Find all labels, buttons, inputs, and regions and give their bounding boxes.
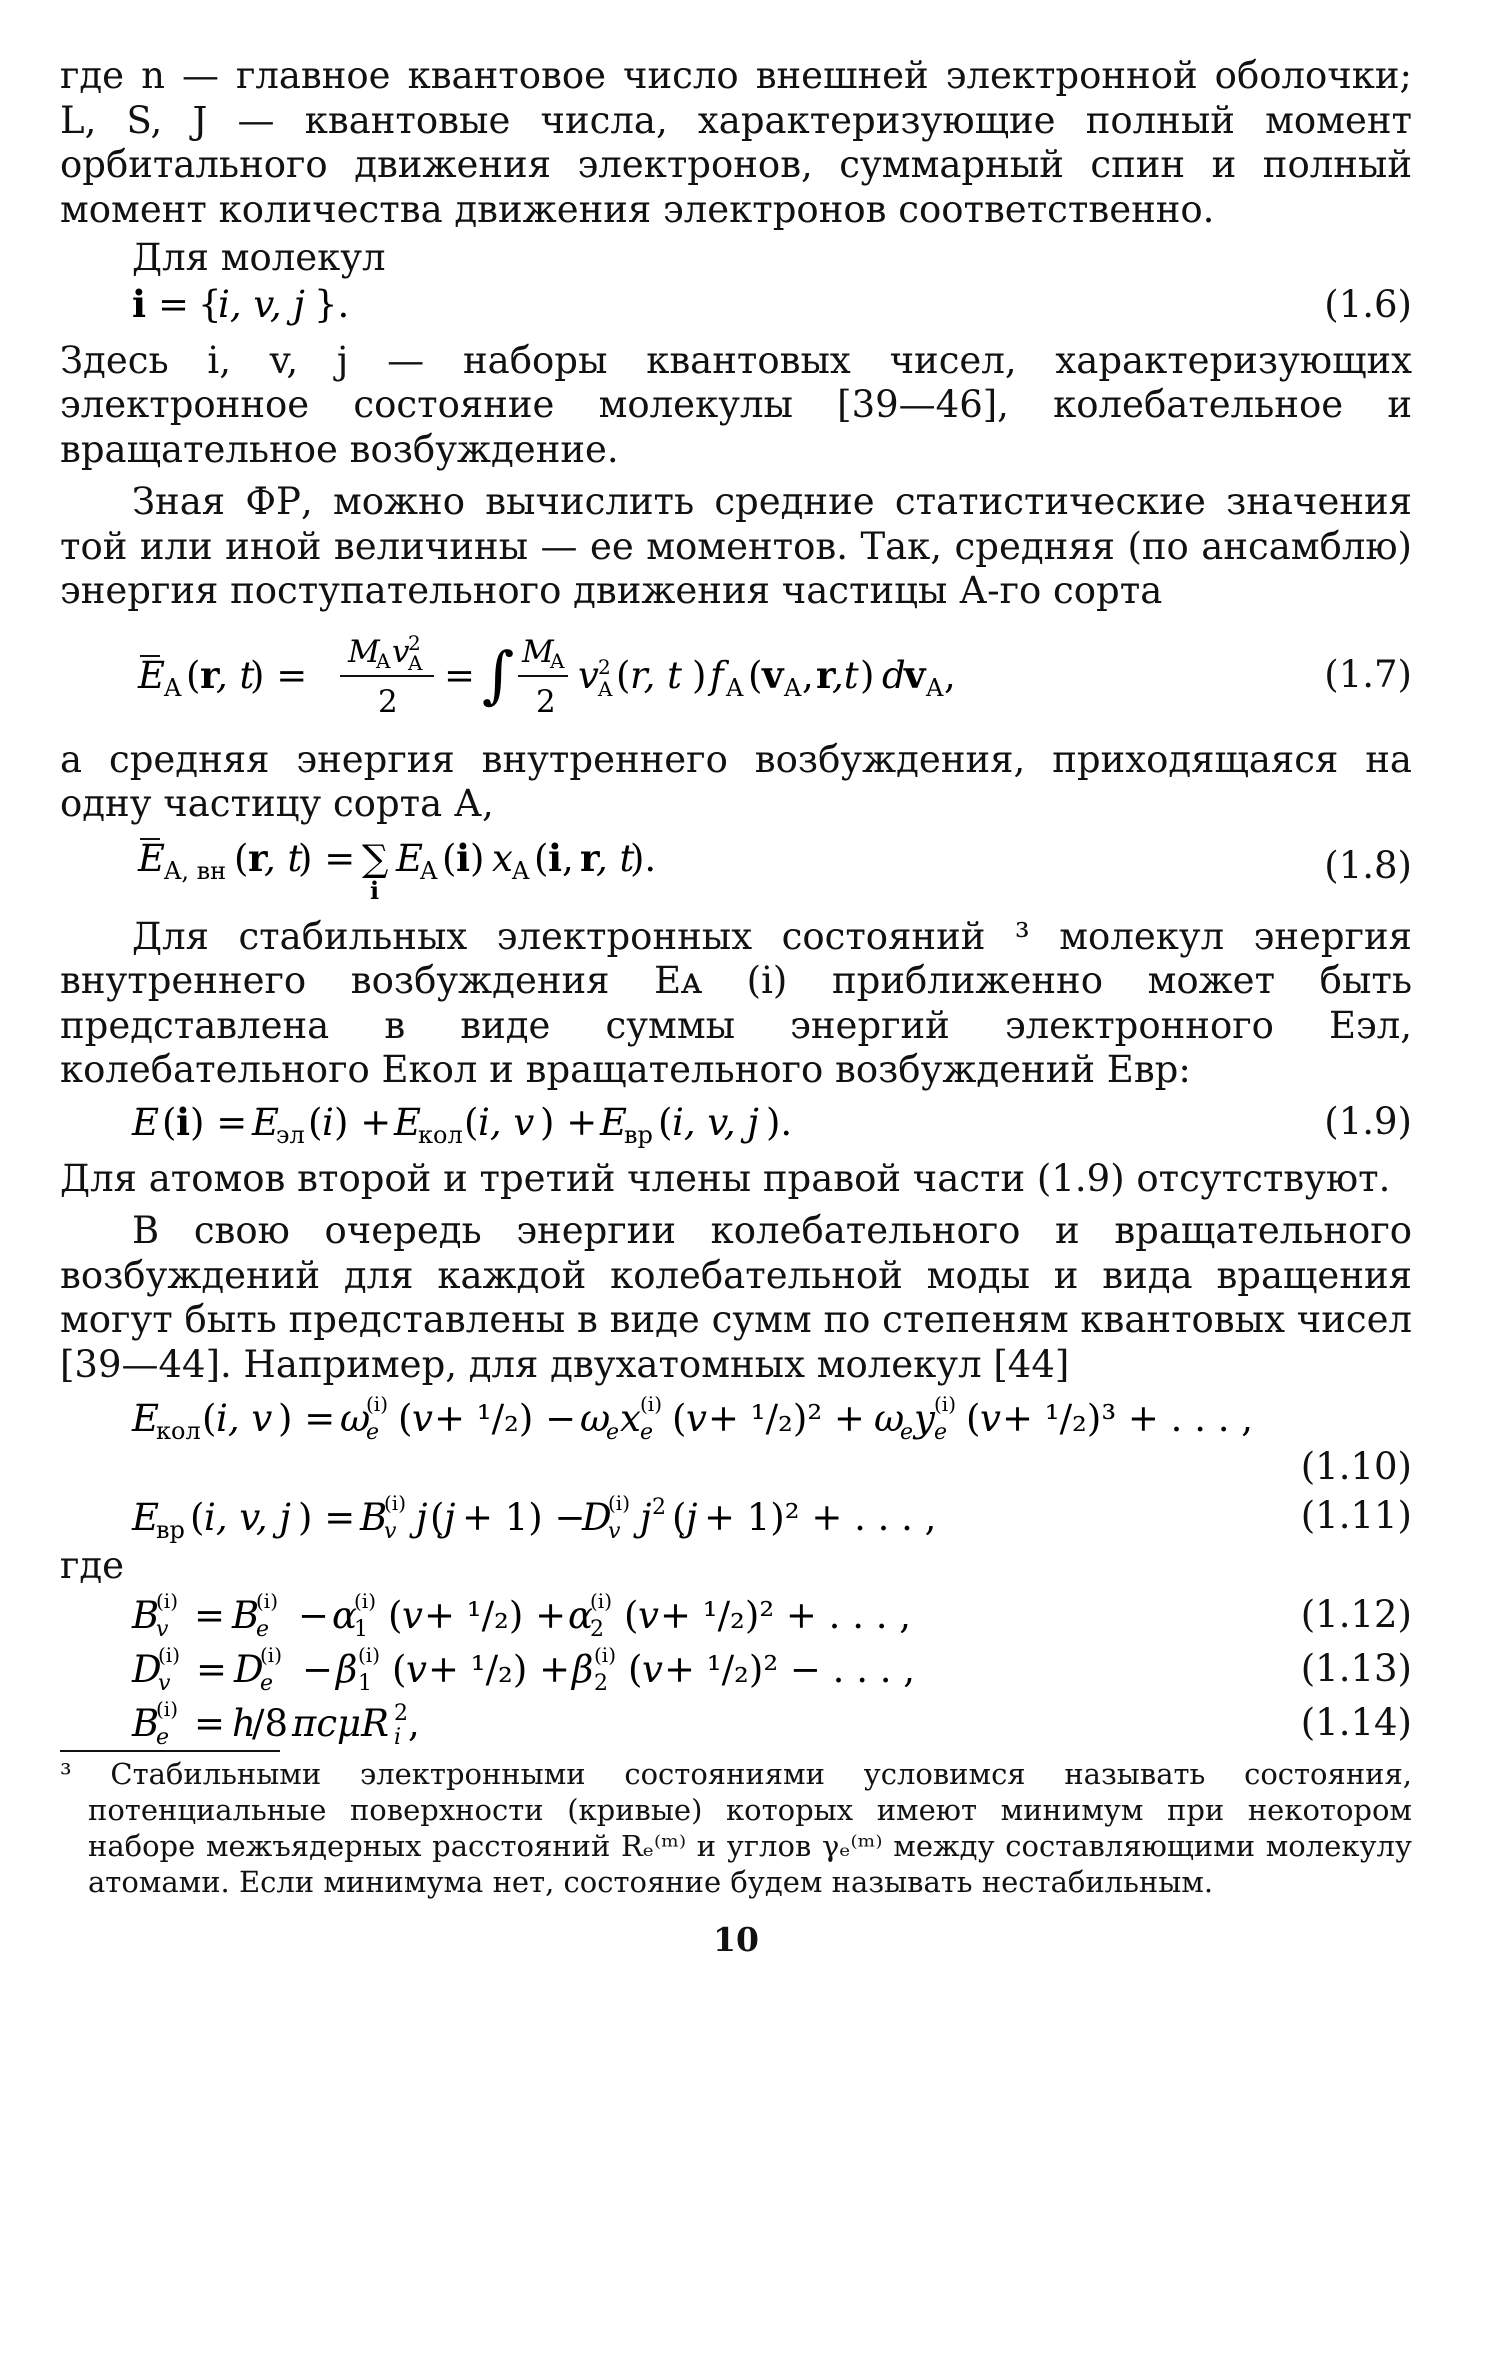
svg-text:вр: вр	[156, 1515, 185, 1544]
equation-1-13-formula	[60, 1642, 1112, 1696]
svg-text:2: 2	[590, 1617, 604, 1642]
equation-1-10-formula	[60, 1391, 1412, 1445]
svg-text:): )	[692, 653, 707, 697]
svg-text:M: M	[348, 633, 380, 670]
svg-text:A, вн: A, вн	[164, 856, 227, 885]
svg-text:/8: /8	[252, 1702, 289, 1745]
svg-text:(: (	[442, 836, 457, 880]
svg-text:i, v: i, v	[216, 1397, 273, 1440]
svg-text:x: x	[492, 836, 513, 880]
svg-text:): )	[470, 836, 485, 880]
svg-text:v: v	[642, 1648, 663, 1691]
svg-text:v: v	[412, 1397, 433, 1440]
svg-text:r: r	[580, 835, 600, 880]
page-number: 10	[713, 1920, 759, 1959]
svg-text:+ ¹/₂) +: + ¹/₂) +	[428, 1648, 571, 1691]
equation-1-12	[60, 1588, 1412, 1642]
svg-text:2: 2	[598, 654, 611, 679]
svg-text:v: v	[158, 1671, 171, 1696]
svg-text:i: i	[394, 1725, 402, 1750]
equation-1-10	[60, 1391, 1412, 1490]
svg-text:).: ).	[766, 1100, 793, 1144]
svg-text:(: (	[748, 653, 763, 697]
equation-1-7-number: (1.7)	[1324, 653, 1412, 697]
paragraph-internal-energy: а средняя энергия внутреннего возбуждения, приходящаяся на одну частицу сорта А,	[60, 737, 1412, 825]
svg-text:(: (	[624, 1594, 639, 1637]
svg-text:(: (	[430, 1495, 445, 1539]
svg-text:) =: ) =	[190, 1100, 248, 1144]
svg-text:i, v, j: i, v, j	[204, 1495, 291, 1539]
svg-text:E: E	[132, 1495, 160, 1539]
equation-1-14-number: (1.14)	[1300, 1700, 1412, 1744]
svg-text:A: A	[550, 648, 565, 673]
svg-text:i: i	[322, 1100, 334, 1144]
svg-text:) =: ) =	[250, 653, 308, 697]
svg-text:(: (	[966, 1397, 981, 1440]
svg-text:(: (	[672, 1495, 687, 1539]
svg-text:ω: ω	[340, 1397, 371, 1440]
svg-text:A: A	[408, 650, 423, 675]
paragraph-atoms: Для атомов второй и третий члены правой части (1.9) отсутствуют.	[60, 1156, 1391, 1200]
svg-text:,t: ,t	[832, 653, 859, 697]
svg-text:): )	[860, 653, 875, 697]
svg-text:2: 2	[536, 683, 556, 720]
svg-text:E: E	[132, 1397, 160, 1440]
footnote-3: ³ Стабильными электронными состояниями условимся называть состояния, потенциальные поверхности (кривые) которых имеют минимум при некотором наборе межъядерных расстояний Rₑ⁽ᵐ⁾ и углов γₑ⁽ᵐ⁾ между составляющими молекулу атомами. Если минимума нет, состояние будем называть нестабильным.	[60, 1757, 1412, 1899]
svg-text:E: E	[252, 1100, 280, 1144]
svg-text:j: j	[686, 1495, 698, 1539]
svg-text:(: (	[672, 1397, 687, 1440]
svg-text:2: 2	[652, 1494, 666, 1520]
svg-text:).: ).	[630, 836, 657, 880]
equation-1-9-number: (1.9)	[1324, 1100, 1412, 1144]
svg-text:πcμR: πcμR	[292, 1702, 389, 1745]
svg-text:(: (	[534, 836, 549, 880]
svg-text:{: {	[198, 282, 222, 326]
svg-text:(: (	[658, 1100, 673, 1144]
svg-text:2: 2	[394, 1701, 408, 1726]
svg-text:+ ¹/₂)³ + . . . ,: + ¹/₂)³ + . . . ,	[1002, 1397, 1254, 1440]
svg-text:(: (	[388, 1594, 403, 1637]
svg-text:E: E	[138, 653, 166, 697]
svg-text:(: (	[628, 1648, 643, 1691]
svg-text:A: A	[598, 676, 613, 701]
svg-text:(i): (i)	[608, 1490, 631, 1515]
svg-text:2: 2	[378, 683, 398, 720]
svg-text:v: v	[762, 652, 784, 697]
svg-text:v: v	[578, 653, 599, 697]
svg-text:∑: ∑	[362, 836, 389, 880]
svg-text:j: j	[640, 1495, 652, 1539]
svg-text:эл: эл	[276, 1120, 305, 1149]
svg-text:x: x	[620, 1397, 641, 1440]
svg-text:(: (	[190, 1495, 205, 1539]
svg-text:e: e	[640, 1420, 654, 1445]
svg-text:B: B	[360, 1495, 388, 1539]
svg-text:A: A	[784, 673, 802, 702]
svg-text:,: ,	[408, 1702, 420, 1745]
equation-1-9-formula	[60, 1097, 992, 1149]
svg-text:E: E	[394, 1100, 422, 1144]
equation-1-14-formula	[60, 1696, 732, 1750]
svg-text:v: v	[980, 1397, 1001, 1440]
svg-text:r: r	[816, 652, 836, 697]
svg-text:α: α	[332, 1594, 357, 1637]
paragraph-for-molecules: Для молекул	[132, 236, 386, 279]
svg-text:B: B	[132, 1594, 160, 1637]
svg-text:(: (	[392, 1648, 407, 1691]
svg-text:(: (	[616, 653, 631, 697]
svg-text:+ 1)² + . . . ,: + 1)² + . . . ,	[704, 1495, 937, 1539]
svg-text:ω: ω	[580, 1397, 611, 1440]
svg-text:−: −	[302, 1648, 334, 1691]
svg-text:(: (	[162, 1100, 177, 1144]
svg-text:A: A	[926, 673, 944, 702]
svg-text:i: i	[132, 281, 147, 326]
svg-text:(i): (i)	[354, 1589, 377, 1613]
svg-text:B: B	[132, 1702, 160, 1745]
equation-1-6	[60, 281, 1412, 331]
svg-text:A: A	[376, 648, 391, 673]
svg-text:α: α	[568, 1594, 593, 1637]
svg-text:j: j	[416, 1495, 428, 1539]
svg-text:v: v	[406, 1648, 427, 1691]
svg-text:, t: , t	[216, 653, 255, 697]
svg-text:e: e	[156, 1725, 170, 1750]
svg-text:v: v	[392, 633, 410, 670]
svg-text:i: i	[456, 835, 471, 880]
svg-text:(: (	[202, 1397, 217, 1440]
svg-text:v: v	[156, 1617, 169, 1642]
svg-text:вр: вр	[624, 1120, 653, 1149]
svg-text:1: 1	[358, 1671, 372, 1696]
paragraph-where: где	[60, 1543, 125, 1587]
svg-text:=: =	[196, 1648, 228, 1691]
svg-text:h: h	[232, 1702, 256, 1745]
svg-text:2: 2	[408, 630, 421, 655]
svg-text:=: =	[194, 1702, 226, 1745]
svg-text:(i): (i)	[366, 1392, 389, 1416]
equation-1-7-formula	[60, 626, 1182, 726]
svg-text:=: =	[444, 653, 476, 697]
svg-text:) +: ) +	[334, 1100, 392, 1144]
svg-text:ω: ω	[874, 1397, 905, 1440]
svg-text:+ ¹/₂)² − . . . ,: + ¹/₂)² − . . . ,	[664, 1648, 916, 1691]
svg-text:(i): (i)	[260, 1643, 283, 1667]
svg-text:v: v	[384, 1518, 397, 1544]
svg-text:f: f	[710, 653, 724, 697]
equation-1-10-number: (1.10)	[1300, 1445, 1412, 1488]
equation-1-8-number: (1.8)	[1324, 844, 1412, 888]
svg-text:) =: ) =	[298, 1495, 356, 1539]
svg-text:r: r	[200, 652, 220, 697]
svg-text:+ ¹/₂) −: + ¹/₂) −	[434, 1397, 577, 1440]
svg-text:(i): (i)	[594, 1643, 617, 1667]
svg-text:e: e	[606, 1420, 620, 1445]
svg-text:кол: кол	[418, 1120, 463, 1149]
svg-text:(: (	[234, 836, 249, 880]
equation-1-9	[60, 1097, 1412, 1149]
svg-text:(i): (i)	[934, 1392, 957, 1416]
equation-1-11-formula	[60, 1490, 1112, 1544]
equation-1-13-number: (1.13)	[1300, 1646, 1412, 1690]
paragraph-moments: Зная ФР, можно вычислить средние статистические значения той или иной величины — ее моментов. Так, средняя (по ансамблю) энергия поступательного движения частицы А-го сорта	[60, 480, 1412, 612]
svg-text:A: A	[512, 856, 530, 885]
svg-text:, t: , t	[264, 836, 303, 880]
svg-text:−: −	[298, 1594, 330, 1637]
svg-text:=: =	[158, 282, 190, 326]
svg-text:+ 1) −: + 1) −	[462, 1495, 586, 1539]
svg-text:(: (	[398, 1397, 413, 1440]
svg-text:) +: ) +	[540, 1100, 598, 1144]
svg-text:e: e	[900, 1420, 914, 1445]
svg-text:r: r	[248, 835, 268, 880]
svg-text:j: j	[444, 1495, 456, 1539]
svg-text:,: ,	[802, 653, 814, 697]
svg-text:(i): (i)	[156, 1697, 179, 1721]
equation-1-11	[60, 1490, 1412, 1544]
paragraph-quantum-sets: Здесь i, v, j — наборы квантовых чисел, характеризующих электронное состояние молекулы [39—46], колебательное и вращательное возбуждение.	[60, 338, 1412, 471]
svg-text:∫: ∫	[482, 637, 515, 711]
svg-text:, t: , t	[596, 836, 635, 880]
equation-1-8	[60, 831, 1412, 903]
svg-text:D: D	[132, 1648, 162, 1691]
svg-text:B: B	[232, 1594, 260, 1637]
equation-1-12-formula	[60, 1588, 1112, 1642]
svg-text:E: E	[396, 836, 424, 880]
svg-text:E: E	[132, 1100, 160, 1144]
svg-text:2: 2	[594, 1671, 608, 1696]
equation-1-12-number: (1.12)	[1300, 1592, 1412, 1636]
equation-1-7	[60, 626, 1412, 726]
svg-text:,: ,	[944, 653, 956, 697]
svg-text:A: A	[420, 856, 438, 885]
svg-text:M: M	[522, 633, 554, 670]
svg-text:e: e	[934, 1420, 948, 1445]
svg-text:A: A	[164, 673, 182, 702]
svg-text:E: E	[600, 1100, 628, 1144]
svg-text:D: D	[234, 1648, 264, 1691]
equation-1-6-formula	[60, 281, 452, 331]
document-page	[60, 54, 1412, 2304]
svg-text:r, t: r, t	[630, 653, 683, 697]
svg-text:1: 1	[354, 1617, 368, 1642]
svg-text:+ ¹/₂)² + . . . ,: + ¹/₂)² + . . . ,	[660, 1594, 912, 1637]
svg-text:i, v, j: i, v, j	[218, 282, 305, 326]
svg-text:=: =	[194, 1594, 226, 1637]
svg-text:e: e	[256, 1617, 270, 1642]
svg-text:(i): (i)	[358, 1643, 381, 1667]
svg-text:e: e	[366, 1420, 380, 1445]
equation-1-11-number: (1.11)	[1300, 1494, 1412, 1538]
svg-text:i, v: i, v	[478, 1100, 535, 1144]
svg-text:) =: ) =	[298, 836, 356, 880]
equation-1-6-number: (1.6)	[1324, 283, 1412, 327]
svg-text:(: (	[186, 653, 201, 697]
svg-text:(: (	[308, 1100, 323, 1144]
svg-text:y: y	[914, 1397, 935, 1440]
svg-text:i: i	[548, 835, 563, 880]
equation-1-13	[60, 1642, 1412, 1696]
svg-text:) =: ) =	[278, 1397, 336, 1440]
svg-text:кол: кол	[156, 1417, 201, 1445]
paragraph-power-series: В свою очередь энергии колебательного и вращательного возбуждений для каждой колебательной моды и вида вращения могут быть представлены в виде сумм по степеням квантовых чисел [39—44]. Например, для двухатомных молекул [44]	[60, 1209, 1412, 1386]
svg-text:A: A	[726, 673, 744, 702]
paragraph-stable-states: Для стабильных электронных состояний ³ молекул энергия внутреннего возбуждения Eᴀ (i) приближенно может быть представлена в виде суммы энергий электронного Eэл, колебательного Eкол и вращательного возбуждений Eвр:	[60, 914, 1412, 1091]
svg-text:(i): (i)	[384, 1490, 407, 1515]
svg-text:}.: }.	[314, 282, 350, 326]
svg-text:i: i	[370, 875, 380, 905]
svg-text:v: v	[638, 1594, 659, 1637]
svg-text:β: β	[572, 1648, 594, 1691]
svg-text:d: d	[882, 653, 906, 697]
svg-text:i: i	[176, 1099, 191, 1144]
svg-text:(i): (i)	[640, 1392, 663, 1416]
svg-text:v: v	[402, 1594, 423, 1637]
svg-text:E: E	[138, 836, 166, 880]
svg-text:,: ,	[562, 836, 574, 880]
svg-text:(: (	[464, 1100, 479, 1144]
svg-text:v: v	[904, 652, 926, 697]
equation-1-8-formula	[60, 831, 892, 903]
svg-text:β: β	[336, 1648, 358, 1691]
equation-1-14	[60, 1696, 1412, 1750]
svg-text:(i): (i)	[256, 1589, 279, 1613]
paragraph-quantum-numbers: где n — главное квантовое число внешней электронной оболочки; L, S, J — квантовые числа, характеризующие полный момент орбитального движения электронов, суммарный спин и полный момент количества движения электронов соответственно.	[60, 54, 1412, 231]
svg-text:D: D	[582, 1495, 612, 1539]
svg-text:v: v	[686, 1397, 707, 1440]
svg-text:v: v	[608, 1518, 621, 1544]
svg-text:e: e	[260, 1671, 274, 1696]
svg-text:(i): (i)	[158, 1643, 181, 1667]
svg-text:(i): (i)	[590, 1589, 613, 1613]
svg-text:i, v, j: i, v, j	[672, 1100, 759, 1144]
svg-text:+ ¹/₂) +: + ¹/₂) +	[424, 1594, 567, 1637]
svg-text:(i): (i)	[156, 1589, 179, 1613]
svg-text:+ ¹/₂)² +: + ¹/₂)² +	[708, 1397, 865, 1440]
